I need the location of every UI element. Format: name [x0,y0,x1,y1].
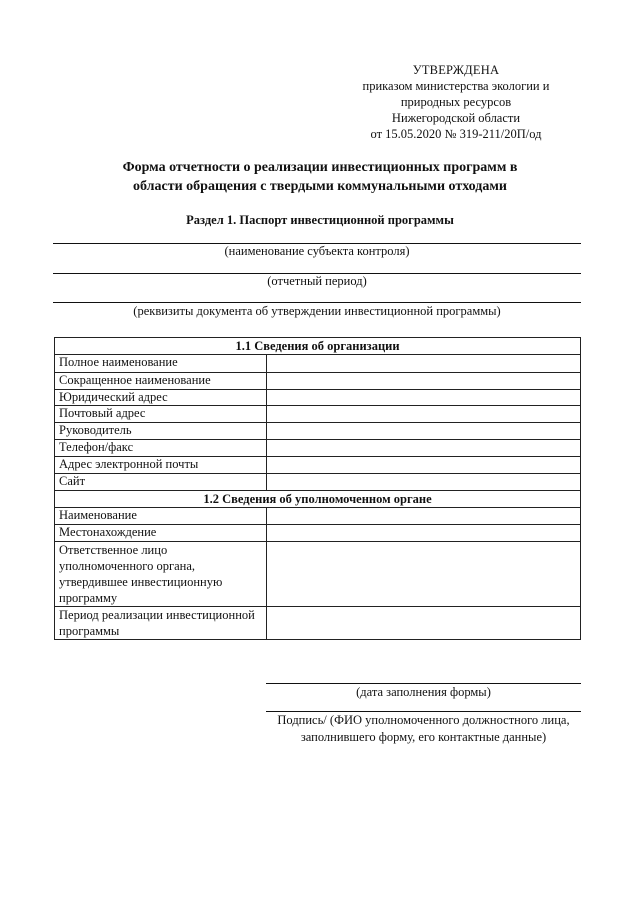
row-label: Телефон/факс [55,440,267,457]
signature-caption [266,712,581,746]
row-value-cell[interactable] [266,474,580,491]
row-value-cell[interactable] [266,607,580,640]
row-label: Полное наименование [55,355,267,373]
row-label: Наименование [55,508,267,525]
table-row [55,373,581,390]
row-value-cell[interactable] [266,508,580,525]
row-label: Руководитель [55,423,267,440]
title-line: Форма отчетности о реализации инвестиционных программ в [122,160,518,175]
row-value-cell[interactable] [266,373,580,390]
signature-caption-line: Подпись/ (ФИО уполномоченного должностного лица, [277,713,570,727]
table-section-row [55,338,581,355]
row-label: Ответственное лицо уполномоченного органа, утвердившее инвестиционную программу [55,542,267,607]
row-value-cell[interactable] [266,423,580,440]
approval-block [356,62,556,142]
row-value-cell[interactable] [266,525,580,542]
row-label: Сайт [55,474,267,491]
approval-line: от 15.05.2020 № 319-211/20П/од [370,127,542,141]
table-row [55,355,581,373]
fill-caption-subject: (наименование субъекта контроля) [224,244,410,258]
table-row [55,525,581,542]
section-title: Раздел 1. Паспорт инвестиционной программы [186,213,454,227]
approval-line: Нижегородской области [391,111,521,125]
approval-line: природных ресурсов [400,95,512,109]
table-row [55,607,581,640]
row-value-cell[interactable] [266,542,580,607]
document-title [40,158,600,196]
row-label: Местонахождение [55,525,267,542]
row-value-cell[interactable] [266,457,580,474]
fill-line-document[interactable] [53,302,581,303]
org-section-heading: 1.1 Сведения об организации [55,338,581,355]
row-value-cell[interactable] [266,406,580,423]
row-label: Адрес электронной почты [55,457,267,474]
table-row [55,423,581,440]
table-row [55,457,581,474]
fill-caption-period: (отчетный период) [267,274,367,288]
signature-caption-line: заполнившего форму, его контактные данные) [300,730,547,744]
row-value-cell[interactable] [266,390,580,406]
table-row [55,508,581,525]
table-section-row [55,491,581,508]
table-row [55,474,581,491]
table-row [55,440,581,457]
fill-caption-document: (реквизиты документа об утверждении инвестиционной программы) [133,304,501,318]
row-label: Сокращенное наименование [55,373,267,390]
row-label: Юридический адрес [55,390,267,406]
passport-table [54,337,581,640]
date-caption: (дата заполнения формы) [356,685,491,699]
row-value-cell[interactable] [266,355,580,373]
approval-heading: УТВЕРЖДЕНА [412,63,500,77]
table-row [55,406,581,423]
row-label: Период реализации инвестиционной программы [55,607,267,640]
row-value-cell[interactable] [266,440,580,457]
table-row [55,542,581,607]
row-label: Почтовый адрес [55,406,267,423]
approval-line: приказом министерства экологии и [362,79,550,93]
authority-section-heading: 1.2 Сведения об уполномоченном органе [55,491,581,508]
title-line: области обращения с твердыми коммунальными отходами [133,179,507,194]
table-row [55,390,581,406]
